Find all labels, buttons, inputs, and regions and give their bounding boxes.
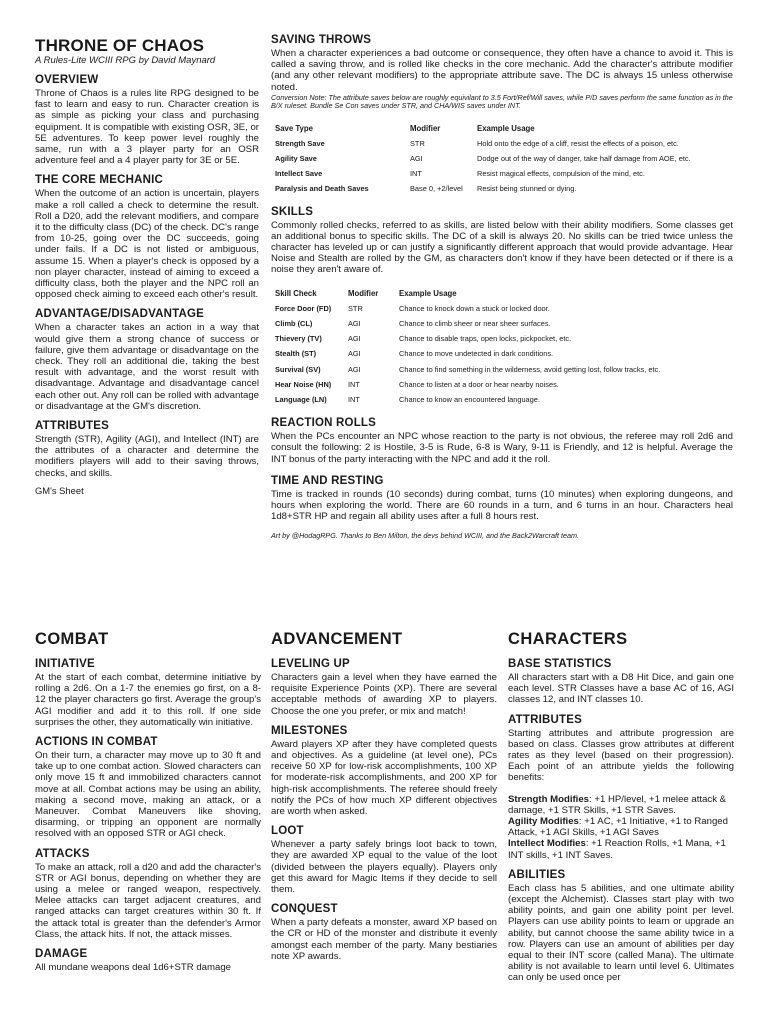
core-mechanic-heading: THE CORE MECHANIC — [35, 174, 163, 187]
table-row — [275, 331, 660, 346]
skill-usage: Chance to know an encountered language. — [399, 395, 540, 405]
table-row — [275, 316, 660, 331]
char-attributes-heading: ATTRIBUTES — [508, 713, 582, 726]
skill-usage: Chance to find something in the wilderness, avoid getting lost, follow tracks, etc. — [399, 364, 661, 374]
advantage-text: When a character takes an action in a way that would give them a strong chance of success or failure, give them advantage or disadvantage on the check. They roll an additional die, taking the best result with advantage, and the worst result with disadvantage. Advantage and disadvantage cancel each other out. Any roll can be rolled with advantage or disadvantage at the GM's discretion. — [35, 322, 259, 412]
column-header: Example Usage — [399, 288, 457, 298]
advancement-column — [271, 630, 497, 962]
abilities-heading: ABILITIES — [508, 868, 566, 881]
skills-text: Commonly rolled checks, referred to as skills, are listed below with their ability modifiers. Some classes get an additional bonus to specific skills. The DC of a skill is always 20. No skills can be tried twice unless the character has leveled up or can justify a significantly different approach that would provide advantage. Hear Noise and Stealth are rolled by the GM, as characters don't know if they have been detected or if there is a noise they aren't aware of. — [271, 219, 733, 276]
loot-text: Whenever a party safely brings loot back to town, they are awarded XP equal to the value of the loot (divided between the players equally). Players only get this award for Magic Items if they decide to sell them. — [271, 839, 497, 896]
saving-throws-heading: SAVING THROWS — [271, 34, 372, 46]
skill-modifier: AGI — [348, 364, 361, 374]
saving-throws-table — [275, 121, 691, 197]
attacks-heading: ATTACKS — [35, 847, 90, 860]
modifier-name: Strength Modifies — [508, 793, 590, 805]
skill-name: Thievery (TV) — [275, 334, 322, 344]
column-header: Modifier — [410, 123, 441, 133]
document-subtitle: A Rules-Lite WCIII RPG by David Maynard — [35, 55, 216, 66]
column-header: Modifier — [348, 288, 379, 298]
save-type: Agility Save — [275, 154, 317, 164]
table-row — [275, 301, 660, 316]
table-row — [275, 166, 691, 181]
table-header-row — [275, 121, 691, 136]
skill-name: Force Door (FD) — [275, 303, 332, 313]
modifier-name: Intellect Modifies — [508, 838, 586, 850]
column-header: Skill Check — [275, 288, 317, 298]
abilities-text: Each class has 5 abilities, and one ultimate ability (except the Alchemist). Classes start play with two ability points, and gain one ability point per level. Players can use ability points to learn or upgrade an ability, but cannot choose the same ability twice in a row. Players can use an amount of abilities per day equal to their INT score (called Mana). The ultimate ability is not available to learn until level 6. Ultimates can only be used once per — [508, 882, 734, 984]
skill-usage: Chance to disable traps, open locks, pickpocket, etc. — [399, 334, 572, 344]
damage-text: All mundane weapons deal 1d6+STR damage — [35, 962, 232, 974]
save-usage: Resist being stunned or dying. — [477, 184, 577, 194]
table-header-row — [275, 286, 660, 301]
modifier-text: : +1 Reaction Rolls, +1 Mana, +1 INT skills, +1 INT Saves. — [508, 838, 726, 861]
loot-heading: LOOT — [271, 825, 304, 838]
skill-name: Climb (CL) — [275, 319, 313, 329]
gm-sheet-label: GM's Sheet — [35, 484, 84, 496]
art-credit: Art by @HodagRPG. Thanks to Ben Milton, the devs behind WCIII, and the Back2Warcraft team. — [271, 530, 579, 540]
skill-modifier: AGI — [348, 349, 361, 359]
base-statistics-text: All characters start with a D8 Hit Dice, and gain one each level. STR Classes have a base AC of 16, AGI classes 12, and INT classes 10. — [508, 672, 734, 706]
characters-heading: CHARACTERS — [508, 630, 628, 648]
conversion-note: Conversion Note: The attribute saves below are roughly equivilant to 3.5 Fort/Ref/Will saves, while P/D saves perform the same function as in the B/X ruleset. Bundle Se Con saves under STR, and CHA/WIS saves under INT. — [271, 92, 733, 111]
save-usage: Hold onto the edge of a cliff, resist the effects of a poison, etc. — [477, 138, 679, 148]
table-row — [275, 136, 691, 151]
skill-modifier: AGI — [348, 334, 361, 344]
save-usage: Dodge out of the way of danger, take half damage from AOE, etc. — [477, 154, 691, 164]
saving-throws-text: When a character experiences a bad outcome or consequence, they often have a chance to avoid it. This is called a saving throw, and is rolled like checks in the core mechanic. Add the character's attribute modifier (and any other relevant modifiers) to the appropriate attribute save. The DC is always 15 unless otherwise noted. — [271, 48, 733, 93]
skill-usage: Chance to knock down a stuck or locked door. — [399, 303, 550, 313]
attributes-text: Strength (STR), Agility (AGI), and Intellect (INT) are the attributes of a character and determine the modifiers players will add to their saving throws, checks, and skills. — [35, 434, 259, 479]
table-row — [275, 151, 691, 166]
advantage-heading: ADVANTAGE/DISADVANTAGE — [35, 308, 205, 321]
milestones-heading: MILESTONES — [271, 724, 348, 737]
save-type: Paralysis and Death Saves — [275, 184, 369, 194]
characters-column — [508, 630, 734, 984]
initiative-heading: INITIATIVE — [35, 658, 95, 670]
skill-name: Language (LN) — [275, 395, 327, 405]
table-row — [275, 346, 660, 361]
table-row — [275, 181, 691, 196]
skill-name: Hear Noise (HN) — [275, 379, 332, 389]
column-header: Save Type — [275, 123, 313, 133]
combat-column — [35, 630, 261, 973]
overview-heading: OVERVIEW — [35, 74, 99, 86]
leveling-text: Characters gain a level when they have earned the requisite Experience Points (XP). There are several acceptable methods of awarding XP to players. Choose the one you prefer, or mix and match! — [271, 672, 497, 717]
conquest-heading: CONQUEST — [271, 903, 338, 916]
actions-heading: ACTIONS IN COMBAT — [35, 736, 158, 749]
core-mechanic-text: When the outcome of an action is uncertain, players make a roll called a check to determine the result. Roll a D20, add the relevant modifiers, and compare it to the difficulty class (DC) of the check. DC's range from 10-25, going over the DC succeeds, going under fails. If a DC is not listed or ambiguous, assume 15. When a player's check is opposed by a non player character, instead of aiming to exceed a difficulty class, both the player and the NPC roll an opposed check aiming to exceed each other's result. — [35, 188, 259, 301]
skill-modifier: STR — [348, 303, 363, 313]
modifier-text: : +1 AC, +1 Initiative, +1 to Ranged Attack, +1 AGI Skills, +1 AGI Saves — [508, 816, 728, 839]
skills-table — [275, 286, 660, 408]
milestones-text: Award players XP after they have completed quests and objectives. As a guideline (at level one), PCs receive 50 XP for low-risk accomplishments, 100 XP for moderate-risk accomplishments, and 200 XP for high-risk accomplishments. The referee should freely notify the PCs of how much XP different objectives are worth when asked. — [271, 738, 497, 818]
save-modifier: INT — [410, 169, 422, 179]
skill-name: Survival (SV) — [275, 364, 321, 374]
overview-text: Throne of Chaos is a rules lite RPG designed to be fast to learn and easy to run. Character creation is as simple as picking your class and purchasing equipment. It is compatible with existing OSR, 3E, or 5E adventures. To keep power level roughly the same, run with a 3 player party for an OSR adventure feel and a 4 player party for 3E or 5E. — [35, 88, 259, 167]
skill-modifier: AGI — [348, 319, 361, 329]
time-resting-heading: TIME AND RESTING — [271, 474, 384, 487]
column-header: Example Usage — [477, 123, 535, 133]
reaction-rolls-text: When the PCs encounter an NPC whose reaction to the party is not obvious, the referee may roll 2d6 and consult the following: 2 is Hostile, 3-5 is Rude, 6-8 is Wary, 9-11 is Friendly, and 12 is helpful. Average the INT bonus of the party interacting with the NPC and add it the roll. — [271, 431, 733, 465]
skill-modifier: INT — [348, 379, 360, 389]
skills-heading: SKILLS — [271, 205, 314, 218]
upper-left-column — [35, 37, 259, 496]
advancement-heading: ADVANCEMENT — [271, 630, 403, 648]
save-type: Strength Save — [275, 138, 325, 148]
strength-modifier-entry — [508, 794, 734, 816]
upper-right-column — [271, 34, 733, 540]
base-statistics-heading: BASE STATISTICS — [508, 658, 612, 670]
damage-heading: DAMAGE — [35, 948, 88, 961]
modifier-text: : +1 HP/level, +1 melee attack & damage, +1 STR Skills, +1 STR Saves. — [508, 793, 727, 816]
char-attributes-text: Starting attributes and attribute progression are based on class. Classes grow attributes at different rates as they level (based on their progression). Each point of an attribute yields the following benefits: — [508, 727, 734, 784]
attributes-heading: ATTRIBUTES — [35, 420, 109, 433]
attribute-modifiers — [508, 794, 734, 861]
table-row — [275, 392, 660, 407]
skill-usage: Chance to listen at a door or hear nearby noises. — [399, 379, 559, 389]
initiative-text: At the start of each combat, determine initiative by rolling a 2d6. On a 1-7 the enemies go first, on a 8-12 the player characters go first. Average the group's AGI modifier and add it to this roll. If one side surprises the other, they automatically win initiative. — [35, 672, 261, 728]
intellect-modifier-entry — [508, 838, 734, 860]
agility-modifier-entry — [508, 816, 734, 838]
skill-name: Stealth (ST) — [275, 349, 317, 359]
save-usage: Resist magical effects, compulsion of the mind, etc. — [477, 169, 645, 179]
save-modifier: AGI — [410, 154, 423, 164]
combat-heading: COMBAT — [35, 630, 109, 648]
table-row — [275, 362, 660, 377]
skill-modifier: INT — [348, 395, 360, 405]
leveling-heading: LEVELING UP — [271, 658, 350, 670]
document-title: THRONE OF CHAOS — [35, 36, 205, 55]
table-row — [275, 377, 660, 392]
conquest-text: When a party defeats a monster, award XP based on the CR or HD of the monster and distribute it evenly amongst each member of the party. Many bestiaries note XP awards. — [271, 917, 497, 962]
actions-text: On their turn, a character may move up to 30 ft and take up to one combat action. Slowed characters can only move 15 ft and immobilized characters cannot move at all. Combat actions may be using an ability, making a second move, making an attack, or a Maneuver. Combat Maneuvers like shoving, disarming, or tripping an opponent are normally resolved with an opposed STR or AGI check. — [35, 750, 261, 840]
skill-usage: Chance to climb sheer or near sheer surfaces. — [399, 319, 551, 329]
skill-usage: Chance to move undetected in dark conditions. — [399, 349, 554, 359]
time-resting-text: Time is tracked in rounds (10 seconds) during combat, turns (10 minutes) when exploring dungeons, and hours when exploring the world. There are 60 rounds in a turn, and 6 turns in an hour. Characters heal 1d8+STR HP and regain all ability uses after a full 8 hours rest. — [271, 488, 733, 523]
save-type: Intellect Save — [275, 169, 323, 179]
attacks-text: To make an attack, roll a d20 and add the character's STR or AGI bonus, depending on whether they are using a melee or ranged weapon, respectively. Melee attacks can target adjacent creatures, and ranged attacks can target creatures within 30 ft. If the attack total is greater than the defender's Armor Class, the attack hits. If not, the attack misses. — [35, 861, 261, 940]
reaction-rolls-heading: REACTION ROLLS — [271, 417, 377, 430]
modifier-name: Agility Modifies — [508, 816, 579, 828]
save-modifier: Base 0, +2/level — [410, 184, 463, 194]
save-modifier: STR — [410, 138, 425, 148]
